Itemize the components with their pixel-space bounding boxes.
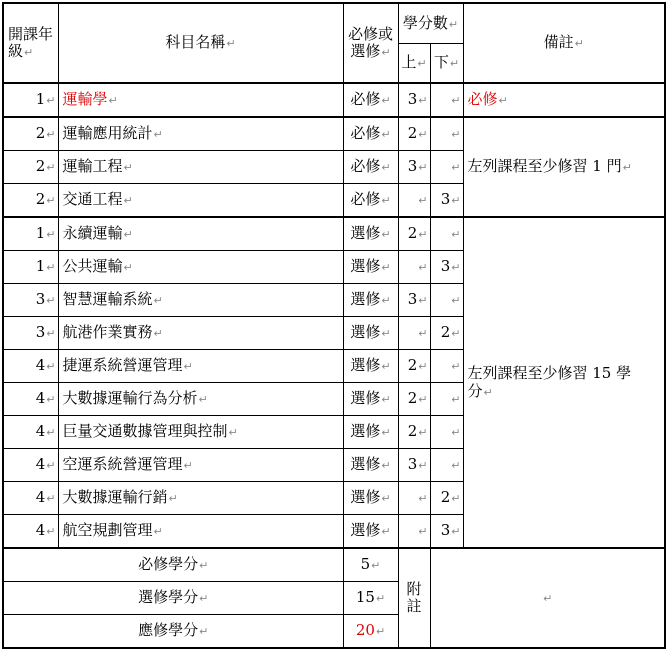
course-row (3, 83, 665, 117)
remark-required (463, 83, 665, 117)
summary-label-text: 必修學分 (138, 555, 199, 574)
grade-cell-text: 1 (35, 257, 46, 276)
credit-lower-cell (430, 317, 463, 350)
credit-lower-cell-text: 3 (440, 257, 451, 276)
credit-lower-cell (430, 515, 463, 549)
credit-lower-cell (430, 217, 463, 251)
subject-cell (58, 284, 343, 317)
type-cell-text: 必修 (350, 157, 381, 176)
paragraph-mark: ↵ (123, 194, 133, 208)
paragraph-mark: ↵ (153, 327, 163, 341)
credit-upper-cell-text: 2 (407, 389, 418, 408)
paragraph-mark: ↵ (418, 327, 428, 341)
header-credits: 學分數↵ (398, 3, 463, 43)
paragraph-mark: ↵ (451, 492, 461, 506)
subject-cell-text: 永續運輸 (62, 224, 123, 243)
credit-upper-cell (398, 515, 430, 549)
paragraph-mark: ↵ (168, 492, 178, 506)
type-cell (343, 482, 398, 515)
note-label-1: 附 (406, 579, 422, 598)
credit-lower-cell (430, 284, 463, 317)
subject-cell-text: 捷運系統營運管理 (62, 356, 183, 375)
paragraph-mark: ↵ (451, 525, 461, 539)
paragraph-mark: ↵ (381, 360, 391, 374)
subject-cell-text: 大數據運輸行為分析 (62, 389, 198, 408)
paragraph-mark: ↵ (418, 261, 428, 275)
paragraph-mark: ↵ (483, 385, 493, 399)
grade-cell-text: 3 (35, 323, 46, 342)
credit-upper-cell (398, 117, 430, 151)
paragraph-mark: ↵ (381, 94, 391, 108)
paragraph-mark: ↵ (451, 393, 461, 407)
paragraph-mark: ↵ (46, 360, 56, 374)
subject-cell (58, 184, 343, 218)
summary-label (3, 548, 343, 582)
subject-cell-text: 運輸工程 (62, 157, 123, 176)
grade-cell-text: 4 (35, 356, 46, 375)
credit-upper-cell (398, 151, 430, 184)
type-cell (343, 383, 398, 416)
type-cell (343, 217, 398, 251)
paragraph-mark: ↵ (418, 161, 428, 175)
paragraph-mark: ↵ (183, 459, 193, 473)
subject-cell-text: 巨量交通數據管理與控制 (62, 422, 228, 441)
credit-lower-cell-text: 3 (440, 190, 451, 209)
credit-upper-cell (398, 482, 430, 515)
note-label-2: 註 (406, 597, 422, 615)
type-cell-text: 必修 (350, 90, 381, 109)
grade-cell-text: 4 (35, 389, 46, 408)
credit-upper-cell-text: 3 (407, 455, 418, 474)
header-remarks: 備註↵ (463, 3, 665, 83)
credit-lower-cell (430, 482, 463, 515)
paragraph-mark: ↵ (375, 592, 386, 606)
summary-label-text: 應修學分 (138, 621, 199, 640)
grade-cell (3, 184, 58, 218)
paragraph-mark: ↵ (46, 393, 56, 407)
paragraph-mark: ↵ (46, 525, 56, 539)
note-content (430, 548, 665, 648)
credit-lower-cell (430, 151, 463, 184)
paragraph-mark: ↵ (418, 525, 428, 539)
type-cell (343, 284, 398, 317)
type-cell-text: 選修 (350, 290, 381, 309)
paragraph-mark: ↵ (451, 94, 461, 108)
credit-upper-cell (398, 83, 430, 117)
paragraph-mark: ↵ (381, 327, 391, 341)
paragraph-mark: ↵ (199, 592, 209, 606)
paragraph-mark: ↵ (381, 294, 391, 308)
paragraph-mark: ↵ (381, 426, 391, 440)
paragraph-mark: ↵ (46, 128, 56, 142)
paragraph-mark: ↵ (451, 228, 461, 242)
type-cell-text: 選修 (350, 224, 381, 243)
type-cell (343, 317, 398, 350)
subject-cell-text: 空運系統營運管理 (62, 455, 183, 474)
paragraph-mark: ↵ (418, 294, 428, 308)
paragraph-mark: ↵ (46, 94, 56, 108)
paragraph-mark: ↵ (123, 161, 133, 175)
paragraph-mark: ↵ (451, 360, 461, 374)
grade-cell (3, 117, 58, 151)
course-row (3, 217, 665, 251)
paragraph-mark: ↵ (451, 459, 461, 473)
paragraph-mark: ↵ (108, 94, 118, 108)
subject-cell (58, 416, 343, 449)
type-cell-text: 選修 (350, 455, 381, 474)
paragraph-mark: ↵ (183, 360, 193, 374)
type-cell (343, 449, 398, 482)
summary-label-text: 選修學分 (138, 588, 199, 607)
credit-lower-cell (430, 251, 463, 284)
paragraph-mark: ↵ (46, 459, 56, 473)
summary-value-text: 15 (355, 588, 375, 607)
paragraph-mark: ↵ (418, 393, 428, 407)
paragraph-mark: ↵ (418, 228, 428, 242)
subject-cell-text: 運輸學 (62, 90, 108, 109)
summary-row (3, 548, 665, 582)
paragraph-mark: ↵ (381, 161, 391, 175)
credit-upper-cell-text: 3 (407, 290, 418, 309)
subject-cell-text: 智慧運輸系統 (62, 290, 153, 309)
credit-upper-cell (398, 251, 430, 284)
grade-cell (3, 416, 58, 449)
course-row (3, 117, 665, 151)
type-cell (343, 117, 398, 151)
paragraph-mark: ↵ (123, 261, 133, 275)
remark-line-2: 分 (467, 381, 483, 400)
type-cell-text: 選修 (350, 323, 381, 342)
paragraph-mark: ↵ (381, 492, 391, 506)
grade-cell-text: 4 (35, 521, 46, 540)
type-cell (343, 515, 398, 549)
paragraph-mark: ↵ (418, 194, 428, 208)
remark-group-min-15 (463, 217, 665, 548)
credit-upper-cell (398, 350, 430, 383)
subject-cell (58, 449, 343, 482)
type-cell (343, 416, 398, 449)
paragraph-mark: ↵ (375, 625, 386, 639)
grade-cell (3, 383, 58, 416)
paragraph-mark: ↵ (381, 393, 391, 407)
remark-line-1: 左列課程至少修習 15 學 (467, 364, 632, 383)
paragraph-mark: ↵ (451, 327, 461, 341)
remark-group-min-one-text: 左列課程至少修習 1 門 (467, 157, 622, 176)
credit-lower-cell (430, 117, 463, 151)
paragraph-mark: ↵ (46, 327, 56, 341)
paragraph-mark: ↵ (451, 194, 461, 208)
grade-cell-text: 1 (35, 90, 46, 109)
type-cell (343, 251, 398, 284)
credit-lower-cell (430, 350, 463, 383)
paragraph-mark: ↵ (198, 393, 208, 407)
course-table (2, 2, 666, 649)
header-subject: 科目名稱↵ (58, 3, 343, 83)
credit-upper-cell (398, 284, 430, 317)
credit-upper-cell-text: 2 (407, 124, 418, 143)
remark-required-text: 必修 (467, 90, 498, 109)
grade-cell-text: 2 (35, 157, 46, 176)
paragraph-mark: ↵ (451, 294, 461, 308)
subject-cell-text: 航空規劃管理 (62, 521, 153, 540)
type-cell-text: 選修 (350, 521, 381, 540)
type-cell-text: 選修 (350, 389, 381, 408)
subject-cell-text: 運輸應用統計 (62, 124, 153, 143)
paragraph-mark: ↵ (381, 228, 391, 242)
grade-cell-text: 4 (35, 488, 46, 507)
subject-cell (58, 350, 343, 383)
subject-cell (58, 217, 343, 251)
credit-lower-cell-text: 2 (440, 323, 451, 342)
paragraph-mark: ↵ (46, 194, 56, 208)
grade-cell (3, 482, 58, 515)
paragraph-mark: ↵ (153, 294, 163, 308)
credit-upper-cell (398, 449, 430, 482)
paragraph-mark: ↵ (228, 426, 238, 440)
paragraph-mark: ↵ (46, 261, 56, 275)
paragraph-mark: ↵ (451, 161, 461, 175)
type-cell-text: 選修 (350, 422, 381, 441)
paragraph-mark: ↵ (46, 426, 56, 440)
paragraph-mark: ↵ (381, 261, 391, 275)
summary-value-text: 5 (360, 555, 371, 574)
header-lower: 下↵ (430, 43, 463, 83)
paragraph-mark: ↵ (451, 128, 461, 142)
grade-cell (3, 350, 58, 383)
paragraph-mark: ↵ (46, 161, 56, 175)
paragraph-mark: ↵ (418, 459, 428, 473)
type-cell (343, 184, 398, 218)
grade-cell (3, 217, 58, 251)
paragraph-mark: ↵ (381, 194, 391, 208)
paragraph-mark: ↵ (418, 426, 428, 440)
paragraph-mark: ↵ (451, 261, 461, 275)
grade-cell-text: 1 (35, 224, 46, 243)
grade-cell-text: 4 (35, 422, 46, 441)
credit-upper-cell (398, 217, 430, 251)
credit-upper-cell-text: 2 (407, 356, 418, 375)
paragraph-mark: ↵ (543, 592, 553, 606)
subject-cell (58, 83, 343, 117)
paragraph-mark: ↵ (418, 492, 428, 506)
paragraph-mark: ↵ (498, 94, 508, 108)
credit-lower-cell (430, 449, 463, 482)
paragraph-mark: ↵ (199, 559, 209, 573)
paragraph-mark: ↵ (381, 128, 391, 142)
grade-cell-text: 2 (35, 124, 46, 143)
type-cell-text: 必修 (350, 124, 381, 143)
header-grade: 開課年級↵ (3, 3, 58, 83)
subject-cell (58, 151, 343, 184)
subject-cell (58, 482, 343, 515)
type-cell (343, 350, 398, 383)
subject-cell-text: 大數據運輸行銷 (62, 488, 168, 507)
summary-value (343, 615, 398, 649)
grade-cell (3, 251, 58, 284)
paragraph-mark: ↵ (199, 625, 209, 639)
grade-cell (3, 449, 58, 482)
credit-lower-cell-text: 3 (440, 521, 451, 540)
credit-upper-cell-text: 3 (407, 157, 418, 176)
paragraph-mark: ↵ (46, 294, 56, 308)
remark-group-min-one (463, 117, 665, 217)
credit-lower-cell (430, 416, 463, 449)
grade-cell-text: 3 (35, 290, 46, 309)
type-cell-text: 選修 (350, 488, 381, 507)
paragraph-mark: ↵ (381, 459, 391, 473)
summary-value (343, 548, 398, 582)
grade-cell (3, 151, 58, 184)
credit-upper-cell (398, 383, 430, 416)
paragraph-mark: ↵ (153, 128, 163, 142)
grade-cell (3, 284, 58, 317)
paragraph-mark: ↵ (451, 426, 461, 440)
grade-cell (3, 515, 58, 549)
credit-upper-cell-text: 2 (407, 224, 418, 243)
summary-label (3, 615, 343, 649)
subject-cell (58, 317, 343, 350)
grade-cell (3, 83, 58, 117)
credit-upper-cell (398, 317, 430, 350)
credit-upper-cell-text: 2 (407, 422, 418, 441)
credit-lower-cell-text: 2 (440, 488, 451, 507)
summary-value (343, 582, 398, 615)
course-table-container (2, 2, 666, 649)
credit-upper-cell (398, 184, 430, 218)
type-cell-text: 必修 (350, 190, 381, 209)
subject-cell (58, 117, 343, 151)
paragraph-mark: ↵ (371, 559, 381, 573)
credit-upper-cell (398, 416, 430, 449)
paragraph-mark: ↵ (418, 360, 428, 374)
header-upper: 上↵ (398, 43, 430, 83)
credit-lower-cell (430, 184, 463, 218)
type-cell (343, 83, 398, 117)
type-cell (343, 151, 398, 184)
credit-lower-cell (430, 83, 463, 117)
paragraph-mark: ↵ (153, 525, 163, 539)
credit-lower-cell (430, 383, 463, 416)
credit-upper-cell-text: 3 (407, 90, 418, 109)
paragraph-mark: ↵ (622, 161, 632, 175)
summary-label (3, 582, 343, 615)
paragraph-mark: ↵ (418, 128, 428, 142)
subject-cell (58, 515, 343, 549)
summary-value-text: 20 (355, 621, 375, 640)
paragraph-mark: ↵ (46, 492, 56, 506)
paragraph-mark: ↵ (123, 228, 133, 242)
subject-cell-text: 公共運輸 (62, 257, 123, 276)
grade-cell (3, 317, 58, 350)
paragraph-mark: ↵ (381, 525, 391, 539)
paragraph-mark: ↵ (418, 94, 428, 108)
subject-cell (58, 251, 343, 284)
type-cell-text: 選修 (350, 257, 381, 276)
subject-cell-text: 交通工程 (62, 190, 123, 209)
subject-cell-text: 航港作業實務 (62, 323, 153, 342)
grade-cell-text: 4 (35, 455, 46, 474)
type-cell-text: 選修 (350, 356, 381, 375)
header-required-elective: 必修或選修↵ (343, 3, 398, 83)
note-label (398, 548, 430, 648)
subject-cell (58, 383, 343, 416)
grade-cell-text: 2 (35, 190, 46, 209)
paragraph-mark: ↵ (46, 228, 56, 242)
